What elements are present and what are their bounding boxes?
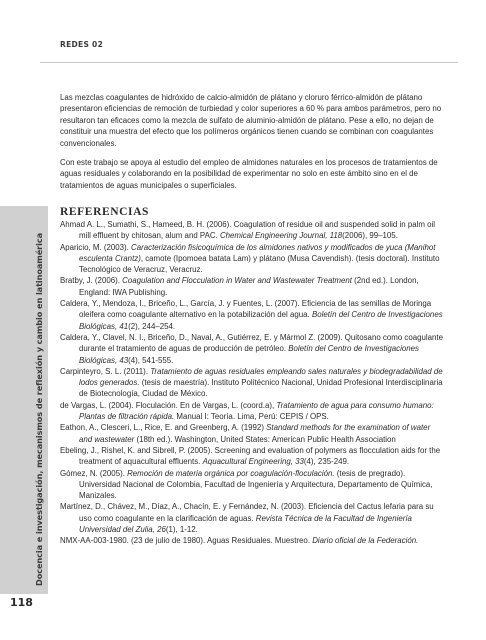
reference-text: Aparicio, M. (2003).: [60, 242, 132, 252]
page-number: 118: [10, 596, 33, 609]
reference-details: (2nd ed.). London, England: IWA Publishing.: [79, 276, 419, 297]
reference-source: Revista Técnica de la Facultad de Ingeniería Universidad del Zulia, 26: [79, 513, 412, 535]
reference-text: Martínez, D., Chávez, M., Díaz, A., Chacín, E. y Fernández, N. (2003). Eficiencia del Cactus lefaria para su uso como coagulante en la clarificación de aguas.: [60, 502, 434, 523]
reference-details: (2), 244–254.: [128, 321, 176, 331]
body-paragraph: Con este trabajo se apoya al estudio del empleo de almidones naturales en los procesos de tratamientos de aguas residuales y colaborando en la posibilidad de experimentar no solo en este ámbito sino en el de tratamientos de aguas municipales o superficiales.: [60, 158, 438, 190]
running-head: REDES 02: [60, 40, 104, 49]
reference-text: Ebeling, J., Rishel, K. and Sibrell, P. (2005). Screening and evaluation of polymers as flocculation aids for the treatment of aquacultural effluents.: [60, 445, 441, 467]
reference-item: [60, 501, 445, 535]
reference-source: Tratamiento de aguas residuales empleando sales naturales y biodegradabilidad de lodos generados.: [79, 366, 443, 388]
reference-item: [60, 219, 445, 242]
reference-details: (4), 235-249.: [303, 457, 350, 467]
reference-item: [60, 400, 445, 423]
reference-details: (tesis de pregrado). Universidad Nacional de Colombia, Facultad de Ingeniería y Arquitectura, Departamento de Química, Manizales.: [79, 468, 433, 501]
reference-text: Gómez, N. (2005).: [60, 468, 128, 478]
reference-text: Caldera, Y., Mendoza, I., Briceño, L., García, J. y Fuentes, L. (2007). Eficiencia de las semillas de Moringa oleifera como coagulante alternativo en la potabilización del agua.: [60, 299, 432, 320]
reference-item: [60, 332, 445, 366]
reference-item: [60, 275, 445, 298]
reference-details: Manual I: Teoría. Lima, Perú: CEPIS / OPS.: [174, 412, 329, 422]
reference-text: Caldera, Y., Clavel, N. I., Briceño, D., Naval, A., Gutiérrez, E. y Mármol Z. (2009). Quitosano como coagulante durante el tratamiento de aguas de producción de petróleo.: [60, 332, 444, 354]
references-list: [60, 219, 445, 547]
reference-source: Tratamiento de agua para consumo humano: Plantas de filtración rápida.: [79, 400, 434, 422]
reference-details: , camote (Ipomoea batata Lam) y plátano (Musa Cavendish). (tesis doctoral). Instituto Tecnológico de Veracruz, Veracruz.: [79, 253, 440, 275]
references-heading: REFERENCIAS: [60, 206, 150, 218]
reference-source: Standard methods for the examination of water and wastewater: [79, 423, 431, 444]
reference-item: [60, 366, 445, 400]
reference-text: Bratby, J. (2006).: [60, 276, 123, 286]
reference-source: Chemical Engineering Journal, 118: [219, 231, 343, 241]
reference-source: Aquacultural Engineering, 33: [202, 457, 304, 467]
reference-item: [60, 535, 445, 546]
reference-details: (18th ed.). Washington, United States: American Public Health Association: [134, 434, 396, 444]
header-rule: [40, 62, 458, 63]
reference-item: [60, 298, 445, 332]
reference-details: (4), 541-555.: [128, 355, 174, 365]
reference-text: Ahmad A. L., Sumathi, S., Hameed, B. H. (2006). Coagulation of residue oil and suspended solid in palm oil mill effluent by chitosan, alum and PAC.: [60, 220, 436, 241]
reference-source: Boletín del Centro de Investigaciones Biológicas, 41: [79, 310, 443, 331]
reference-details: (tesis de maestría). Instituto Politécnico Nacional, Unidad Profesional Interdisciplinaria de Biotecnología, Ciudad de México.: [79, 378, 443, 399]
reference-source: Diario oficial de la Federación.: [312, 536, 419, 546]
reference-details: (2006), 99–105.: [342, 231, 398, 241]
reference-item: [60, 422, 445, 445]
reference-text: Carpinteyro, S. L. (2011).: [60, 366, 151, 376]
reference-text: Eathon, A., Clesceri, L., Rice, E. and Greenberg, A. (1992): [60, 423, 267, 433]
reference-item: [60, 468, 445, 502]
reference-item: [60, 242, 445, 276]
reference-item: [60, 445, 445, 468]
reference-details: (1), 1-12.: [165, 525, 198, 535]
reference-source: Boletín del Centro de Investigaciones Biológicas, 43: [79, 344, 419, 365]
reference-text: NMX-AA-003-1980. (23 de julio de 1980). Aguas Residuales. Muestreo.: [60, 536, 313, 546]
reference-text: de Vargas, L. (2004). Floculación. En de Vargas, L. (coord.a),: [60, 400, 277, 410]
reference-source: Remoción de materia orgánica por coagulación-floculación.: [127, 468, 335, 478]
body-paragraph: Las mezclas coagulantes de hidróxido de calcio-almidón de plátano y cloruro férrico-almidón de plátano presentaron eficiencias de remoción de turbiedad y color superiores a 60 % para ambos parámetros, pero no resultaron tan eficaces como la mezcla de sulfato de aluminio-almidón de plátano. Pese a ello, no dejan de constituir una muestra del efecto que los polímeros orgánicos tienen cuando se combinan con coagulantes convencionales.: [60, 93, 442, 148]
reference-source: Coagulation and Flocculation in Water and Wastewater Treatment: [122, 276, 352, 286]
reference-source: Caracterización fisicoquímica de los almidones nativos y modificados de yuca (Manihot esculenta Crantz): [79, 242, 436, 263]
side-tab-text: Docencia e investigación, mecanismos de reflexión y cambio en latinoamérica: [34, 232, 44, 586]
